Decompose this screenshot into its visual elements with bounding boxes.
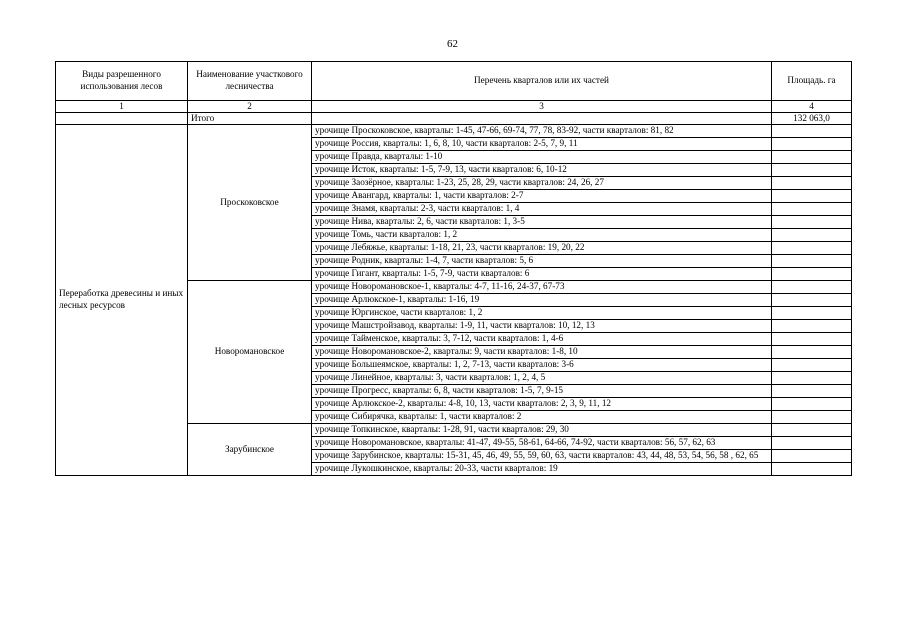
tract-quarters-cell: урочище Большеямское, кварталы: 1, 2, 7-13, части кварталов: 3-6 xyxy=(312,359,772,372)
quarters-table xyxy=(55,61,852,476)
area-cell xyxy=(772,164,852,177)
column-number: 2 xyxy=(188,101,312,113)
area-cell xyxy=(772,398,852,411)
area-cell xyxy=(772,229,852,242)
area-cell xyxy=(772,268,852,281)
forestry-name-cell: Проскоковское xyxy=(188,125,312,281)
tract-quarters-cell: урочище Машстройзавод, кварталы: 1-9, 11, части кварталов: 10, 12, 13 xyxy=(312,320,772,333)
header-use-type: Виды разрешенного использования лесов xyxy=(56,62,188,101)
area-cell xyxy=(772,385,852,398)
tract-quarters-cell: урочище Лукошкинское, кварталы: 20-33, части кварталов: 19 xyxy=(312,463,772,476)
area-cell xyxy=(772,372,852,385)
forestry-name-cell: Зарубинское xyxy=(188,424,312,476)
total-row xyxy=(56,113,852,125)
tract-quarters-cell: урочище Новоромановское, кварталы: 41-47, 49-55, 58-61, 64-66, 74-92, части кварталов: 56, 57, 62, 63 xyxy=(312,437,772,450)
use-type-cell: Переработка древесины и иных лесных ресурсов xyxy=(56,125,188,476)
tract-quarters-cell: урочище Арлюкское-2, кварталы: 4-8, 10, 13, части кварталов: 2, 3, 9, 11, 12 xyxy=(312,398,772,411)
tract-quarters-cell: урочище Гигант, кварталы: 1-5, 7-9, части кварталов: 6 xyxy=(312,268,772,281)
page-number: 62 xyxy=(447,38,458,50)
area-cell xyxy=(772,307,852,320)
total-area: 132 063,0 xyxy=(772,113,852,125)
area-cell xyxy=(772,450,852,463)
tract-quarters-cell: урочище Авангард, кварталы: 1, части кварталов: 2-7 xyxy=(312,190,772,203)
tract-quarters-cell: урочище Родник, кварталы: 1-4, 7, части кварталов: 5, 6 xyxy=(312,255,772,268)
area-cell xyxy=(772,151,852,164)
tract-quarters-cell: урочище Тайменское, кварталы: 3, 7-12, части кварталов: 1, 4-6 xyxy=(312,333,772,346)
header-forestry: Наименование участкового лесничества xyxy=(188,62,312,101)
area-cell xyxy=(772,359,852,372)
tract-quarters-cell: урочище Новоромановское-1, кварталы: 4-7, 11-16, 24-37, 67-73 xyxy=(312,281,772,294)
area-cell xyxy=(772,138,852,151)
tract-quarters-cell: урочище Лебяжье, кварталы: 1-18, 21, 23, части кварталов: 19, 20, 22 xyxy=(312,242,772,255)
area-cell xyxy=(772,294,852,307)
tract-quarters-cell: урочище Знамя, кварталы: 2-3, части кварталов: 1, 4 xyxy=(312,203,772,216)
column-number-row xyxy=(56,101,852,113)
column-number: 1 xyxy=(56,101,188,113)
tract-quarters-cell: урочище Зарубинское, кварталы: 15-31, 45, 46, 49, 55, 59, 60, 63, части кварталов: 43, 44, 48, 53, 54, 56, 58 , 62, 65 xyxy=(312,450,772,463)
total-empty-cell xyxy=(56,113,188,125)
tract-quarters-cell: урочище Линейное, кварталы: 3, части кварталов: 1, 2, 4, 5 xyxy=(312,372,772,385)
area-cell xyxy=(772,333,852,346)
table-header-row xyxy=(56,62,852,101)
area-cell xyxy=(772,177,852,190)
tract-quarters-cell: урочище Томь, части кварталов: 1, 2 xyxy=(312,229,772,242)
area-cell xyxy=(772,255,852,268)
header-quarters: Перечень кварталов или их частей xyxy=(312,62,772,101)
area-cell xyxy=(772,242,852,255)
area-cell xyxy=(772,411,852,424)
tract-quarters-cell: урочище Арлюкское-1, кварталы: 1-16, 19 xyxy=(312,294,772,307)
area-cell xyxy=(772,216,852,229)
column-number: 4 xyxy=(772,101,852,113)
total-label: Итого xyxy=(188,113,312,125)
tract-quarters-cell: урочище Новоромановское-2, кварталы: 9, части кварталов: 1-8, 10 xyxy=(312,346,772,359)
area-cell xyxy=(772,203,852,216)
area-cell xyxy=(772,424,852,437)
tract-quarters-cell: урочище Юргинское, части кварталов: 1, 2 xyxy=(312,307,772,320)
table-row xyxy=(56,125,852,138)
tract-quarters-cell: урочище Проскоковское, кварталы: 1-45, 47-66, 69-74, 77, 78, 83-92, части кварталов: 81, 82 xyxy=(312,125,772,138)
tract-quarters-cell: урочище Нива, кварталы: 2, 6, части кварталов: 1, 3-5 xyxy=(312,216,772,229)
total-empty-cell xyxy=(312,113,772,125)
tract-quarters-cell: урочище Сибирячка, кварталы: 1, части кварталов: 2 xyxy=(312,411,772,424)
tract-quarters-cell: урочище Исток, кварталы: 1-5, 7-9, 13, части кварталов: 6, 10-12 xyxy=(312,164,772,177)
column-number: 3 xyxy=(312,101,772,113)
tract-quarters-cell: урочище Россия, кварталы: 1, 6, 8, 10, части кварталов: 2-5, 7, 9, 11 xyxy=(312,138,772,151)
area-cell xyxy=(772,281,852,294)
tract-quarters-cell: урочище Заозёрное, кварталы: 1-23, 25, 28, 29, части кварталов: 24, 26, 27 xyxy=(312,177,772,190)
tract-quarters-cell: урочище Правда, кварталы: 1-10 xyxy=(312,151,772,164)
area-cell xyxy=(772,190,852,203)
tract-quarters-cell: урочище Прогресс, кварталы: 6, 8, части кварталов: 1-5, 7, 9-15 xyxy=(312,385,772,398)
area-cell xyxy=(772,125,852,138)
header-area: Площадь. га xyxy=(772,62,852,101)
area-cell xyxy=(772,437,852,450)
forestry-name-cell: Новоромановское xyxy=(188,281,312,424)
area-cell xyxy=(772,320,852,333)
area-cell xyxy=(772,346,852,359)
area-cell xyxy=(772,463,852,476)
tract-quarters-cell: урочище Топкинское, кварталы: 1-28, 91, части кварталов: 29, 30 xyxy=(312,424,772,437)
